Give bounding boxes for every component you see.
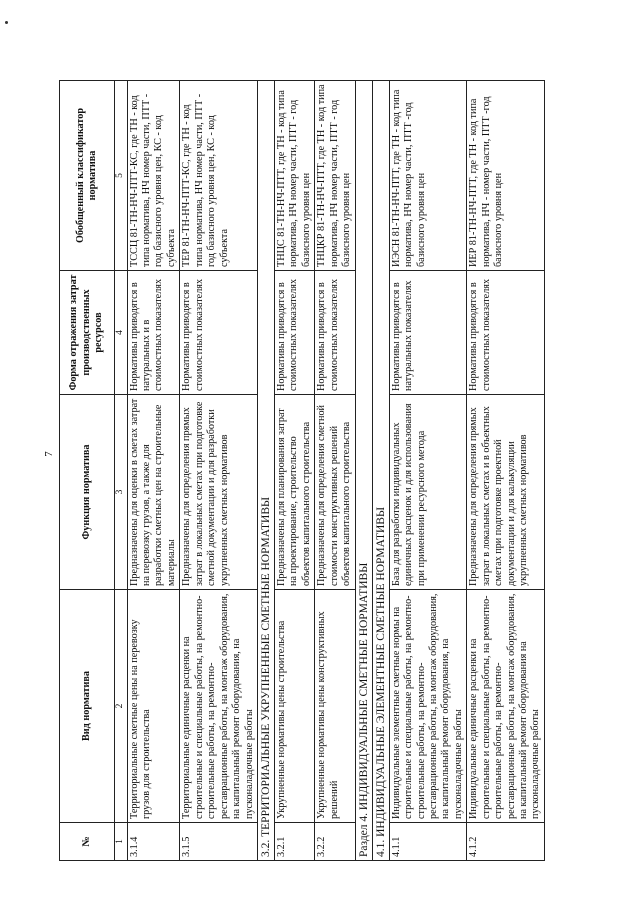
normative-function: Предназначены для оценки в сметах затрат на перевозку грузов, а также для разработки сметных цен на строительные материалы xyxy=(127,395,180,590)
normative-function: Предназначены для определения прямых затрат в локальных сметах и в объектных сметах при подготовке проектной документации и для калькуляции укрупненных сметных нормативов xyxy=(467,395,545,590)
table-row xyxy=(467,81,545,861)
section-heading-row xyxy=(355,81,372,861)
table-row xyxy=(127,81,180,861)
table-row xyxy=(180,81,258,861)
normative-type: Территориальные сметные цены на перевозку грузов для строительства xyxy=(127,590,180,823)
row-number: 4.1.1 xyxy=(389,823,467,861)
header-num: № xyxy=(60,823,115,861)
cost-form: Нормативы приводятся в стоимостных показателях xyxy=(274,271,314,395)
classifier-code: ТНЦКР 81-ТН-НЧ-ПТТ, где ТН - код типа норматива, НЧ номер части, ПТТ - год базисного уровня цен xyxy=(315,81,355,271)
normative-type: Территориальные единичные расценки на строительные и специальные работы, на ремонтно-строительные работы, на ремонтно-реставрационные работы, на монтаж оборудования, на капитальный ремонт оборудования, на пусконаладочные работы xyxy=(180,590,258,823)
header-function: Функция норматива xyxy=(60,395,115,590)
col-index-1: 1 xyxy=(115,823,128,861)
table-row xyxy=(389,81,467,861)
page-number: 7 xyxy=(43,451,55,457)
normative-function: Предназначены для планирования затрат на проектирование, строительство объектов капитального строительства xyxy=(274,395,314,590)
table-body xyxy=(127,81,544,861)
section-heading: 4.1. ИНДИВИДУАЛЬНЫЕ ЭЛЕМЕНТНЫЕ СМЕТНЫЕ НОРМАТИВЫ xyxy=(372,81,389,861)
cost-form: Нормативы приводятся в стоимостных показателях xyxy=(467,271,545,395)
section-heading: 3.2. ТЕРРИТОРИАЛЬНЫЕ УКРУПНЕННЫЕ СМЕТНЫЕ НОРМАТИВЫ xyxy=(257,81,274,861)
cost-form: Нормативы приводятся в стоимостных показателях xyxy=(180,271,258,395)
table-row xyxy=(315,81,355,861)
section-heading-row xyxy=(372,81,389,861)
normative-function: Предназначены для определения прямых затрат в локальных сметах при подготовке сметной документации и для разработки укрупненных сметных нормативов xyxy=(180,395,258,590)
normative-type: Укрупненные нормативы цены строительства xyxy=(274,590,314,823)
cost-form: Нормативы приводятся в натуральных показателях xyxy=(389,271,467,395)
normative-function: База для разработки индивидуальных единичных расценок и для использования при применении ресурсного метода xyxy=(389,395,467,590)
col-index-3: 3 xyxy=(115,395,128,590)
header-type: Вид норматива xyxy=(60,590,115,823)
classifier-code: ИЭСН 81-ТН-НЧ-ПТТ, где ТН - код типа норматива, НЧ номер части, ПТТ -год базисного уровня цен xyxy=(389,81,467,271)
table-row xyxy=(274,81,314,861)
normative-function: Предназначены для определения сметной стоимости конструктивных решений объектов капитального строительства xyxy=(315,395,355,590)
cost-form: Нормативы приводятся в натуральных и в стоимостных показателях xyxy=(127,271,180,395)
section-heading-row xyxy=(257,81,274,861)
classifier-code: ТЕР 81-ТН-НЧ-ПТТ-КС, где ТН - код типа норматива, НЧ номер части, ПТТ - год базисного уровня цен, КС - код субъекта xyxy=(180,81,258,271)
classifier-code: ТНЦС 81-ТН-НЧ-ПТТ, где ТН - код типа норматива, НЧ номер части, ПТТ - год базисного уровня цен xyxy=(274,81,314,271)
row-number: 3.1.5 xyxy=(180,823,258,861)
classifier-code: ИЕР 81-ТН-НЧ-ПТТ, где ТН - код типа норматива, НЧ - номер части, ПТТ -год базисного уровня цен xyxy=(467,81,545,271)
normative-type: Укрупненные нормативы цены конструктивных решений xyxy=(315,590,355,823)
header-classifier: Обобщенный классификатор норматива xyxy=(60,81,115,271)
cost-form: Нормативы приводятся в стоимостных показателях xyxy=(315,271,355,395)
rotated-table-container xyxy=(59,81,630,861)
row-number: 3.2.1 xyxy=(274,823,314,861)
col-index-5: 5 xyxy=(115,81,128,271)
row-number: 3.1.4 xyxy=(127,823,180,861)
row-number: 3.2.2 xyxy=(315,823,355,861)
classifier-code: ТССЦ 81-ТН-НЧ-ПТТ-КС, где ТН - код типа норматива, НЧ номер части, ПТТ - год базисного уровня цен, КС - код субъекта xyxy=(127,81,180,271)
header-form: Форма отражения затрат производственных ресурсов xyxy=(60,271,115,395)
normative-type: Индивидуальные элементные сметные нормы на строительные и специальные работы, на ремонтно-строительные работы, на ремонтно-реставрационные работы, на монтаж оборудования, на капитальный ремонт оборудования, на пусконаладочные работы xyxy=(389,590,467,823)
col-index-2: 2 xyxy=(115,590,128,823)
section-heading: Раздел 4. ИНДИВИДУАЛЬНЫЕ СМЕТНЫЕ НОРМАТИВЫ xyxy=(355,81,372,861)
column-index-row xyxy=(115,81,128,861)
normative-type: Индивидуальные единичные расценки на строительные и специальные работы, на ремонтно-строительные работы, на ремонтно-реставрационные работы, на монтаж оборудования, на капитальный ремонт оборудования на пусконаладочные работы xyxy=(467,590,545,823)
header-row xyxy=(60,81,115,861)
col-index-4: 4 xyxy=(115,271,128,395)
row-number: 4.1.2 xyxy=(467,823,545,861)
scan-dot xyxy=(5,21,8,24)
normatives-table xyxy=(59,80,545,861)
